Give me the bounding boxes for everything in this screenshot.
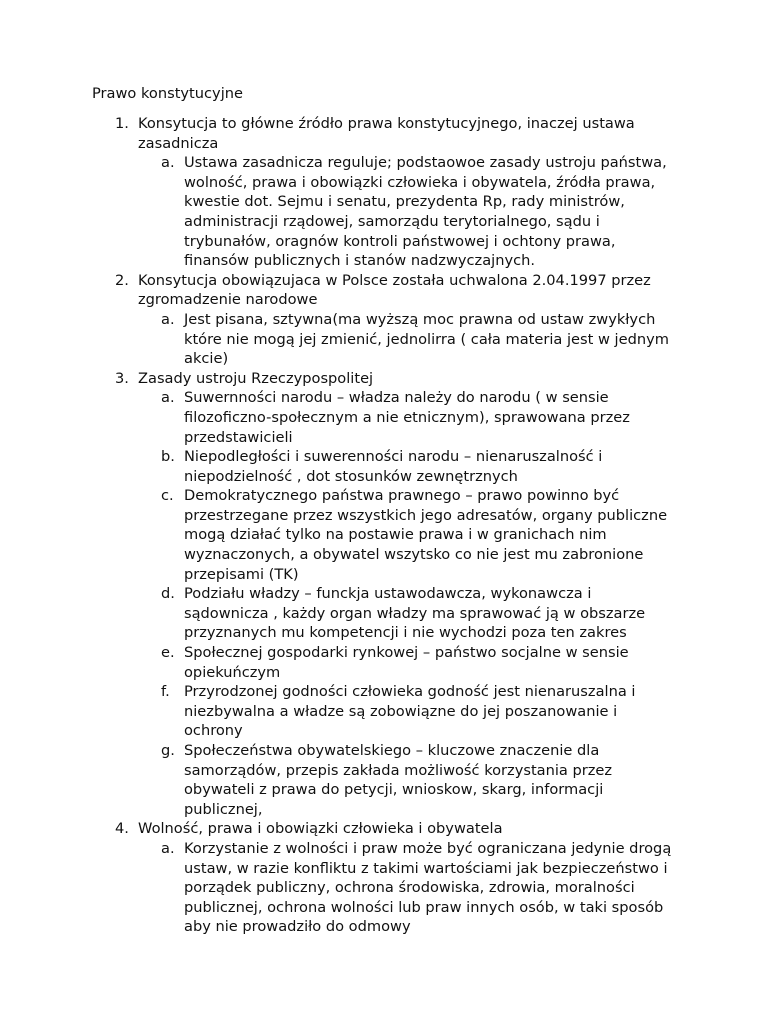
sub-list [0,310,768,369]
list-item-text: Zasady ustroju Rzeczypospolitej [138,369,374,387]
sub-item [0,486,674,584]
document-title: Prawo konstytucyjne [92,85,243,102]
sub-item [0,682,674,741]
list-item-text: Konsytucja obowiązujaca w Polsce została uchwalona 2.04.1997 przez zgromadzenie narodowe [138,271,651,309]
sub-list [0,839,768,937]
sub-item-text: Korzystanie z wolności i praw może być ograniczana jedynie drogą ustaw, w razie konfliktu z takimi wartościami jak bezpieczeństwo i porządek publiczny, ochrona środowiska, zdrowia, moralności publicznej, ochrona wolności lub praw innych osób, w taki sposób aby nie prowadziło do odmowy [184,839,672,936]
sub-item-text: Społecznej gospodarki rynkowej – państwo socjalne w sensie opiekuńczym [184,644,629,681]
sub-item [0,741,674,819]
sub-item-letter: g. [161,742,175,759]
sub-item-letter: c. [161,487,174,505]
numbered-outline [0,114,768,937]
sub-item-letter: f. [161,683,170,701]
list-item-text: Wolność, prawa i obowiązki człowieka i obywatela [138,820,503,838]
sub-item-text: Ustawa zasadnicza reguluje; podstaowoe zasady ustroju państwa, wolność, prawa i obowiązki człowieka i obywatela, źródła prawa, kwestie dot. Sejmu i senatu, prezydenta Rp, rady ministrów, administracji rządowej, samorządu terytorialnego, sądu i trybunałów, oragnów kontroli państwowej i ochtony prawa, finansów publicznych i stanów nadzwyczajnych. [184,154,667,270]
sub-item [0,584,674,643]
sub-item-letter: a. [161,389,175,407]
list-item [0,271,670,310]
sub-item [0,839,674,937]
sub-item-text: Jest pisana, sztywna(ma wyższą moc prawna od ustaw zwykłych które nie mogą jej zmienić, jednolirra ( cała materia jest w jednym akcie) [184,310,669,368]
sub-item-letter: a. [161,154,175,172]
list-item-number: 2. [115,271,129,289]
sub-list [0,153,768,271]
list-item [0,369,670,389]
sub-item-letter: b. [161,448,175,466]
list-item [0,819,670,839]
sub-item-letter: a. [161,310,175,328]
sub-item-text: Podziału władzy – funckja ustawodawcza, wykonawcza i sądownicza , każdy organ władzy ma sprawować ją w obszarze przyznanych mu kompetencji i nie wychodzi poza ten zakres [184,585,646,642]
sub-item [0,388,674,447]
sub-item-text: Niepodległości i suwerenności narodu – nienaruszalność i niepodzielność , dot stosunków zewnętrznych [184,448,603,485]
sub-item [0,310,674,369]
sub-item-text: Demokratycznego państwa prawnego – prawo powinno być przestrzegane przez wszystkich jego adresatów, organy publiczne mogą działać tylko na postawie prawa i w granichach nim wyznaczonych, a obywatel wszytsko co nie jest mu zabronione przepisami (TK) [184,487,668,583]
sub-item [0,447,674,486]
sub-item-letter: e. [161,644,175,662]
sub-item-letter: d. [161,585,175,603]
list-item-number: 4. [115,820,129,838]
sub-item [0,153,674,271]
sub-item [0,643,674,682]
list-item-text: Konsytucja to główne źródło prawa konstytucyjnego, inaczej ustawa zasadnicza [138,115,635,152]
sub-list [0,388,768,819]
list-item [0,114,670,153]
list-item-number: 1. [115,115,129,132]
sub-item-letter: a. [161,839,175,857]
sub-item-text: Suwernności narodu – władza należy do narodu ( w sensie filozoficzno-społecznym a nie etnicznym), sprawowana przez przedstawicieli [184,389,630,446]
list-item-number: 3. [115,369,129,387]
sub-item-text: Społeczeństwa obywatelskiego – kluczowe znaczenie dla samorządów, przepis zakłada możliwość korzystania przez obywateli z prawa do petycji, wnioskow, skarg, informacji publicznej, [184,742,613,818]
sub-item-text: Przyrodzonej godności człowieka godność jest nienaruszalna i niezbywalna a władze są zobowiązne do jej poszanowanie i ochrony [184,683,636,740]
